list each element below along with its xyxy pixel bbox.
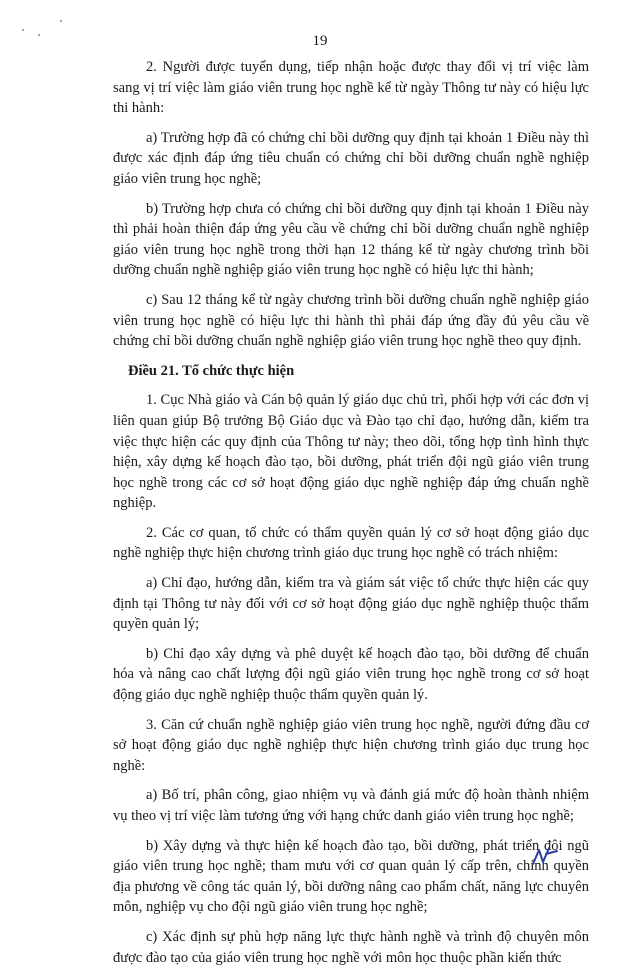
- page-number: 19: [312, 33, 328, 49]
- paragraph: b) Chỉ đạo xây dựng và phê duyệt kế hoạch đào tạo, bồi dưỡng để chuẩn hóa và nâng cao chất lượng đội ngũ giáo viên trung học nghề trong cơ sở hoạt động giáo dục nghề nghiệp thuộc thẩm quyền quản lý.: [113, 645, 589, 704]
- paragraph: a) Trường hợp đã có chứng chỉ bồi dưỡng quy định tại khoản 1 Điều này thì được xác định đáp ứng tiêu chuẩn có chứng chỉ bồi dưỡng chuẩn nghề nghiệp giáo viên trung học nghề;: [113, 129, 589, 187]
- paragraph: b) Xây dựng và thực hiện kế hoạch đào tạo, bồi dưỡng, phát triển đội ngũ giáo viên trung học nghề; tham mưu với cơ quan quản lý cấp trên, chính quyền địa phương về công tác quản lý, bồi dưỡng nâng cao phẩm chất, năng lực chuyên môn, nghiệp vụ cho đội ngũ giáo viên trung học nghề;: [113, 837, 589, 916]
- scan-speck: [60, 20, 62, 22]
- paragraph: 2. Người được tuyển dụng, tiếp nhận hoặc được thay đổi vị trí việc làm sang vị trí việc làm giáo viên trung học nghề kể từ ngày Thông tư này có hiệu lực thi hành:: [113, 59, 589, 117]
- paragraph: c) Sau 12 tháng kể từ ngày chương trình bồi dưỡng chuẩn nghề nghiệp giáo viên trung học nghề có hiệu lực thi hành thì phải đáp ứng đầy đủ yêu cầu về chứng chỉ bồi dưỡng chuẩn nghề nghiệp giáo viên trung học nghề theo quy định.: [113, 291, 589, 350]
- paragraph: b) Trường hợp chưa có chứng chỉ bồi dưỡng quy định tại khoản 1 Điều này thì phải hoàn thiện đáp ứng yêu cầu về chứng chỉ bồi dưỡng chuẩn nghề nghiệp giáo viên trung học nghề trong thời hạn 12 tháng kể từ ngày chương trình bồi dưỡng chuẩn nghề nghiệp giáo viên trung học nghề có hiệu lực thi hành;: [113, 200, 589, 279]
- document-body: [113, 57, 589, 977]
- scan-speck: [38, 34, 40, 36]
- article-heading: Điều 21. Tổ chức thực hiện: [128, 362, 295, 379]
- paragraph: a) Chỉ đạo, hướng dẫn, kiểm tra và giám sát việc tổ chức thực hiện các quy định tại Thông tư này đối với cơ sở hoạt động giáo dục nghề nghiệp thuộc thẩm quyền quản lý;: [113, 575, 589, 633]
- scan-speck: [22, 29, 24, 31]
- paragraph: 3. Căn cứ chuẩn nghề nghiệp giáo viên trung học nghề, người đứng đầu cơ sở hoạt động giáo dục nghề nghiệp thực hiện chương trình giáo dục trung học nghề:: [113, 716, 589, 774]
- paragraph: 1. Cục Nhà giáo và Cán bộ quản lý giáo dục chủ trì, phối hợp với các đơn vị liên quan giúp Bộ trưởng Bộ Giáo dục và Đào tạo chỉ đạo, hướng dẫn, kiểm tra việc thực hiện các quy định của Thông tư này; theo dõi, tổng hợp tình hình thực hiện, xây dựng kế hoạch đào tạo, bồi dưỡng, phát triển đội ngũ giáo viên trung học nghề trong các cơ sở hoạt động giáo dục nghề nghiệp đáp ứng chuẩn nghề nghiệp.: [113, 392, 589, 512]
- paragraph: 2. Các cơ quan, tổ chức có thẩm quyền quản lý cơ sở hoạt động giáo dục nghề nghiệp thực hiện chương trình giáo dục trung học nghề có trách nhiệm:: [113, 524, 589, 562]
- paragraph: a) Bố trí, phân công, giao nhiệm vụ và đánh giá mức độ hoàn thành nhiệm vụ theo vị trí việc làm tương ứng với hạng chức danh giáo viên trung học nghề;: [113, 787, 589, 824]
- paragraph: c) Xác định sự phù hợp năng lực thực hành nghề và trình độ chuyên môn được đào tạo của giáo viên trung học nghề với môn học thuộc phần kiến thức: [113, 928, 589, 966]
- initial-signature-mark: [530, 842, 560, 870]
